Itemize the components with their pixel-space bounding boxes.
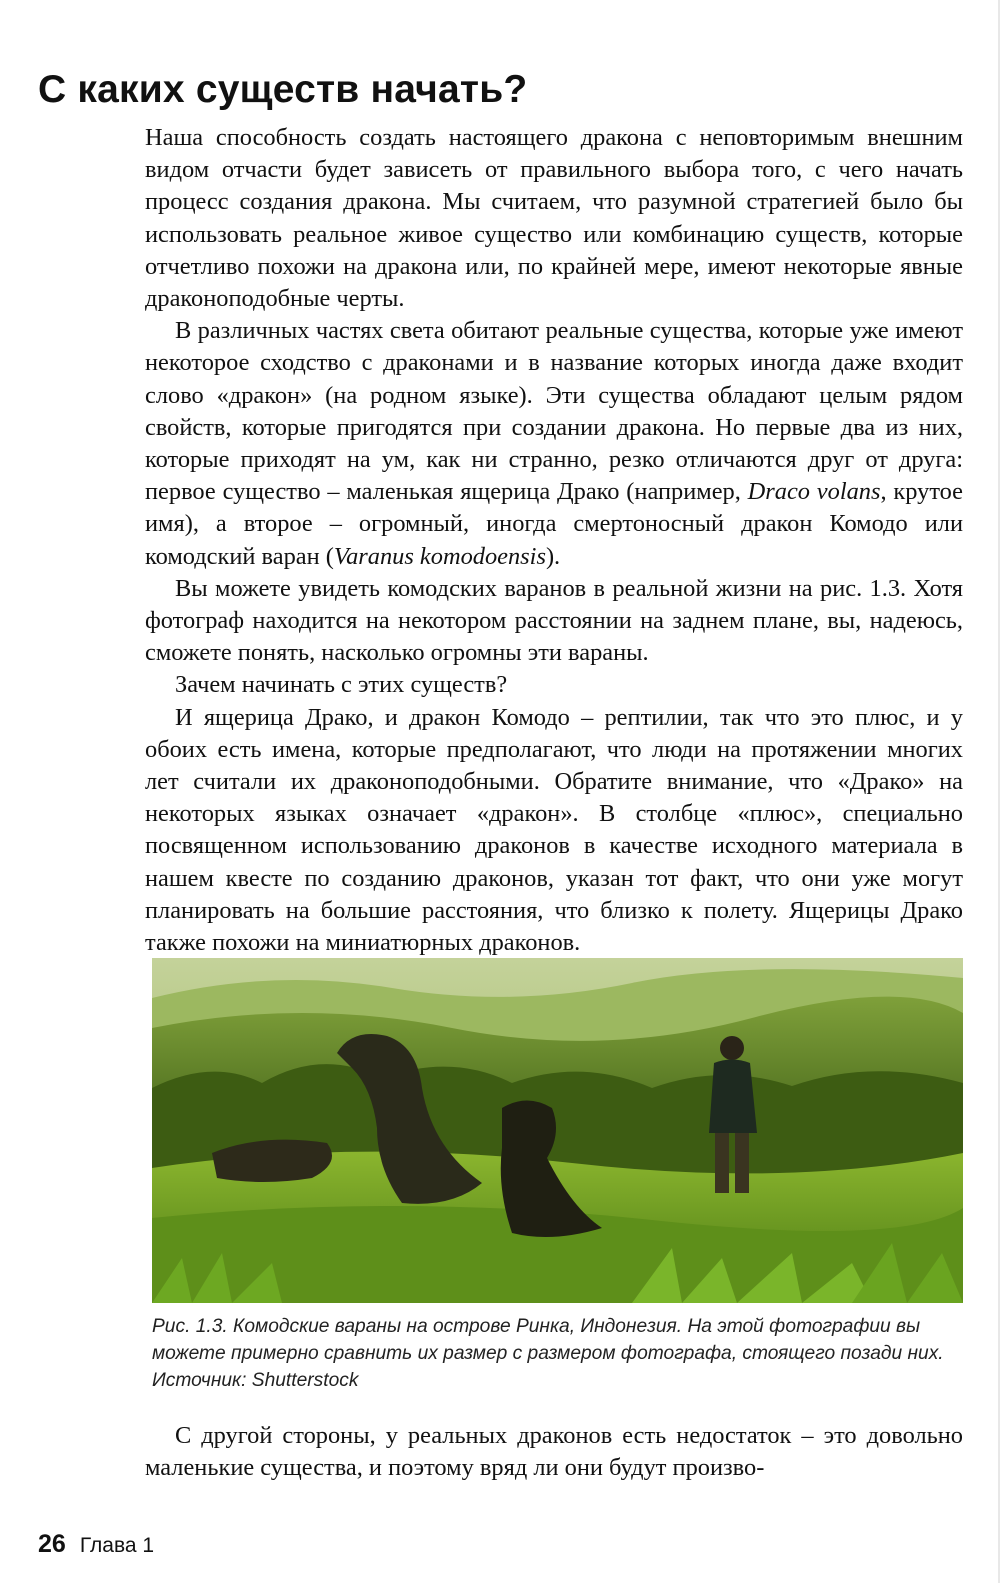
paragraph-2-text-b: , крутое имя), а второе – огромный, иногда смертоносный дракон Комодо или комодский варан (: [145, 478, 963, 570]
paragraph-1: Наша способность создать настоящего дракона с неповторимым внешним видом отчасти будет зависеть от правильного выбора того, с чего начать процесс создания дракона. Мы считаем, что разумной стратегией было бы использовать реальное живое существо или комбинацию существ, которые отчетливо похожи на дракона или, по крайней мере, имеют некоторые явные драконоподобные черты.: [145, 124, 963, 313]
page-number: 26: [38, 1530, 66, 1558]
figure-photo-komodo-dragons: [152, 958, 963, 1303]
section-heading: С каких существ начать?: [38, 68, 528, 111]
paragraph-4: Зачем начинать с этих существ?: [175, 671, 508, 699]
species-name-varanus: Varanus komodoensis: [333, 542, 546, 570]
paragraph-5: И ящерица Драко, и дракон Комодо – рептилии, так что это плюс, и у обоих есть имена, которые предполагают, что люди на протяжении многих лет считали их драконоподобными. Обратите внимание, что «Драко» на некоторых языках означает «дракон». В столбце «плюс», специально посвященном использованию драконов в качестве исходного материала в нашем квесте по созданию драконов, указан тот факт, что они уже могут планировать на большие расстояния, что близко к полету. Ящерицы Драко также похожи на миниатюрных драконов.: [145, 703, 963, 957]
paragraph-3: Вы можете увидеть комодских варанов в реальной жизни на рис. 1.3. Хотя фотограф находится на некотором расстоянии на заднем плане, вы, надеюсь, сможете понять, насколько огромны эти вараны.: [145, 574, 963, 667]
species-name-draco: Draco volans: [747, 478, 881, 506]
body-text-bottom: [145, 1420, 963, 1484]
body-text-top: [145, 122, 963, 959]
chapter-label: Глава 1: [79, 1534, 155, 1557]
paragraph-2-text-c: ).: [545, 542, 561, 570]
paragraph-2: [145, 315, 963, 573]
figure-caption: Рис. 1.3. Комодские вараны на острове Ринка, Индонезия. На этой фотографии вы можете примерно сравнить их размер с размером фотографа, стоящего позади них. Источник: Shutterstock: [152, 1316, 944, 1391]
paragraph-2-text-a: В различных частях света обитают реальные существа, которые уже имеют некоторое сходство с драконами и в название которых иногда даже входит слово «дракон» (на родном языке). Эти существа обладают целым рядом свойств, которые пригодятся при создании дракона. Но первые два из них, которые приходят на ум, как ни странно, резко отличаются друг от друга: первое существо – маленькая ящерица Драко (например,: [145, 317, 963, 506]
paragraph-bottom: С другой стороны, у реальных драконов есть недостаток – это довольно маленькие существа, и поэтому вряд ли они будут произво-: [145, 1422, 963, 1482]
page-footer: [38, 1530, 154, 1559]
